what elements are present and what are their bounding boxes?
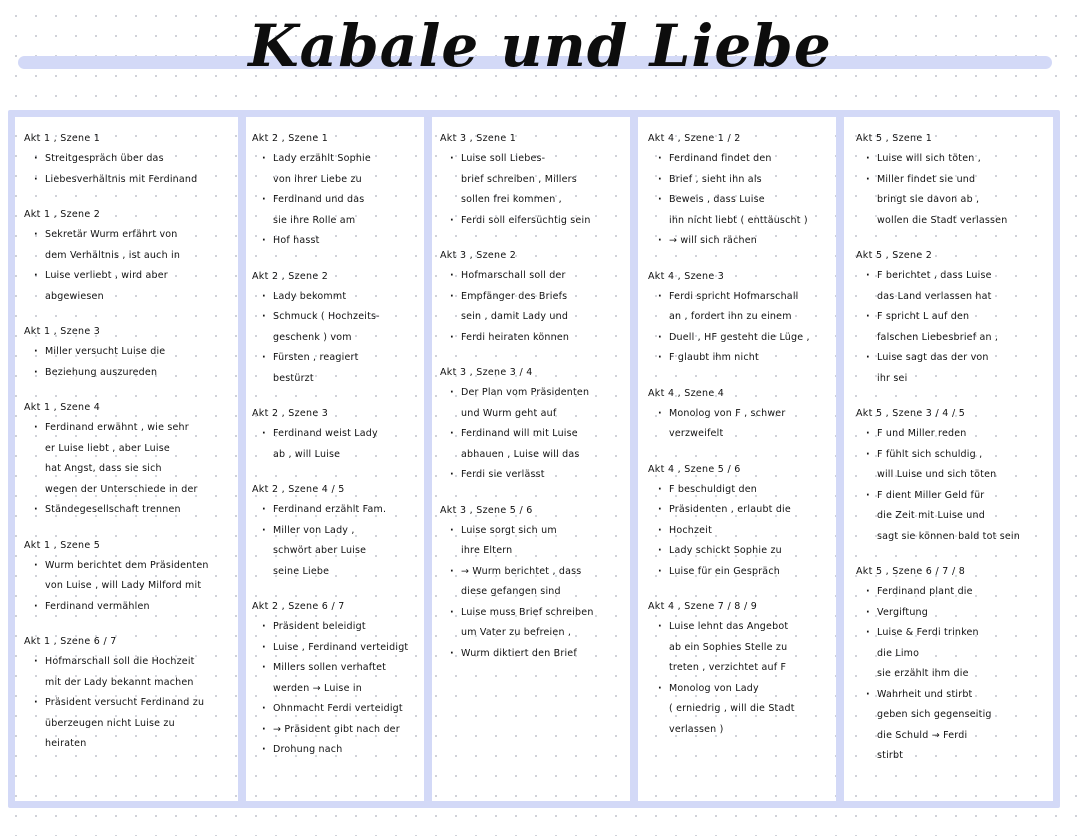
- bullet-point: · Brief , sieht ihn als: [658, 170, 834, 191]
- bullet-continuation: seine Liebe: [273, 565, 330, 577]
- column-divider: [238, 110, 246, 808]
- bullet-continuation: ihre Eltern: [461, 545, 513, 556]
- bullet-continuation: heiraten: [45, 738, 87, 749]
- scene-heading: Akt 2 , Szene 6 / 7: [252, 601, 345, 612]
- scene-heading: Akt 4 , Szene 1 / 2: [648, 133, 741, 144]
- bullet-point: · F und Miller reden: [866, 424, 1052, 445]
- bullet-point: · Luise verliebt , wird aber: [34, 266, 236, 287]
- bullet-continuation: überzeugen nicht Luise zu: [45, 717, 175, 729]
- scene-heading: Akt 1 , Szene 4: [24, 402, 101, 413]
- scene-block: [856, 245, 1052, 389]
- bullet-continuation: sein , damit Lady und: [461, 311, 569, 322]
- bullet-point: · → Präsident gibt nach der: [262, 720, 422, 741]
- bullet-point: · Miller versucht Luise die: [34, 342, 236, 363]
- scene-block: [252, 403, 422, 465]
- scene-heading: Akt 3 , Szene 5 / 6: [440, 504, 533, 516]
- bullet-continuation: bestürzt: [273, 372, 314, 384]
- bullet-continuation: sollen frei kommen ,: [461, 194, 562, 205]
- bullet-point: · Miller von Lady ,: [262, 521, 422, 542]
- bullet-continuation: das Land verlassen hat: [877, 290, 992, 302]
- bullet-point: · Luise lehnt das Angebot: [658, 617, 834, 638]
- scene-heading: Akt 4 , Szene 3: [648, 270, 725, 282]
- scene-block: [440, 245, 628, 348]
- scene-block: [252, 266, 422, 390]
- bullet-point: · Lady schickt Sophie zu: [658, 541, 834, 562]
- bullet-continuation: hat Angst, dass sie sich: [45, 463, 162, 474]
- scene-block: [24, 128, 236, 190]
- bullet-point: · Luise muss Brief schreiben: [450, 603, 628, 624]
- bullet-continuation: geschenk ) vom: [273, 331, 352, 343]
- bullet-continuation: will Luise und sich töten: [877, 469, 997, 480]
- bullet-point: · Luise sagt das der von: [866, 348, 1052, 369]
- bullet-point: · Ferdinand erzählt Fam.: [262, 500, 422, 521]
- bullet-point: · Monolog von F , schwer: [658, 404, 834, 425]
- bullet-point: · Luise will sich töten ,: [866, 149, 1052, 170]
- bullet-point: · Ferdinand findet den: [658, 149, 834, 170]
- bullet-point: · Lady erzählt Sophie: [262, 149, 422, 170]
- scene-heading: Akt 2 , Szene 4 / 5: [252, 484, 345, 495]
- bullet-point: · Vergiftung: [866, 603, 1052, 624]
- scene-heading: Akt 4 , Szene 7 / 8 / 9: [648, 601, 758, 612]
- bullet-point: · Hof hasst: [262, 231, 422, 252]
- bullet-point: · Wurm berichtet dem Präsidenten: [34, 556, 236, 577]
- bullet-point: · Monolog von Lady: [658, 679, 834, 700]
- bullet-continuation: treten , verzichtet auf F: [669, 662, 787, 673]
- scene-heading: Akt 5 , Szene 2: [856, 250, 933, 261]
- bullet-point: · Ferdinand und das: [262, 190, 422, 211]
- bullet-point: · Ferdinand vermählen: [34, 597, 236, 618]
- bullet-point: · Drohung nach: [262, 740, 422, 761]
- bullet-point: · Luise & Ferdi trinken: [866, 623, 1052, 644]
- bullet-point: · Luise soll Liebes-: [450, 149, 628, 170]
- bullet-point: · Liebesverhältnis mit Ferdinand: [34, 170, 236, 191]
- bullet-point: · F dient Miller Geld für: [866, 486, 1052, 507]
- scene-block: [24, 535, 236, 618]
- scene-heading: Akt 5 , Szene 6 / 7 / 8: [856, 566, 966, 577]
- bullet-point: · Luise für ein Gespräch: [658, 562, 834, 583]
- bullet-point: · F spricht L auf den: [866, 307, 1052, 328]
- bullet-point: · Schmuck ( Hochzeits-: [262, 307, 422, 328]
- bullet-point: · Beweis , dass Luise: [658, 190, 834, 211]
- bullet-continuation: abgewiesen: [45, 290, 104, 302]
- bullet-point: · Fürsten , reagiert: [262, 348, 422, 369]
- bullet-continuation: und Wurm geht auf: [461, 407, 557, 419]
- scene-heading: Akt 1 , Szene 1: [24, 133, 101, 144]
- scene-block: [856, 403, 1052, 547]
- bullet-point: · Duell , HF gesteht die Lüge ,: [658, 328, 834, 349]
- bullet-continuation: brief schreiben , Millers: [461, 173, 577, 185]
- scene-block: [24, 631, 236, 755]
- bullet-point: · Empfänger des Briefs: [450, 287, 628, 308]
- act-1-column: [24, 128, 236, 800]
- bullet-point: · Ferdi soll eifersüchtig sein: [450, 211, 628, 232]
- scene-block: [252, 479, 422, 582]
- bullet-continuation: ihn nicht liebt ( enttäuscht ): [669, 214, 808, 226]
- act-4-column: [648, 128, 834, 800]
- bullet-point: · Luise sorgt sich um: [450, 521, 628, 542]
- scene-heading: Akt 1 , Szene 6 / 7: [24, 636, 117, 647]
- bullet-continuation: wegen der Unterschiede in der: [45, 483, 198, 495]
- scene-heading: Akt 3 , Szene 3 / 4: [440, 367, 533, 378]
- bullet-continuation: schwört aber Luise: [273, 545, 367, 556]
- bullet-continuation: sagt sie können bald tot sein: [877, 530, 1020, 542]
- column-divider: [630, 110, 638, 808]
- scene-block: [252, 128, 422, 252]
- bullet-continuation: an , fordert ihn zu einem: [669, 311, 792, 322]
- scene-block: [856, 128, 1052, 231]
- scene-heading: Akt 2 , Szene 2: [252, 270, 329, 282]
- bullet-point: · Ferdi heiraten können: [450, 328, 628, 349]
- bullet-continuation: diese gefangen sind: [461, 586, 561, 597]
- scene-block: [856, 561, 1052, 767]
- bullet-point: · Hochzeit: [658, 521, 834, 542]
- bullet-point: · Luise , Ferdinand verteidigt: [262, 638, 422, 659]
- scene-block: [648, 459, 834, 583]
- bullet-continuation: sie erzählt ihm die: [877, 668, 969, 679]
- bullet-point: · Ständegesellschaft trennen: [34, 500, 236, 521]
- scene-block: [24, 321, 236, 383]
- bullet-point: · Sekretär Wurm erfährt von: [34, 225, 236, 246]
- scene-heading: Akt 2 , Szene 1: [252, 133, 329, 144]
- scene-heading: Akt 4 , Szene 5 / 6: [648, 463, 741, 475]
- bullet-point: · Wurm diktiert den Brief: [450, 644, 628, 665]
- bullet-continuation: wollen die Stadt verlassen: [877, 214, 1008, 226]
- bullet-point: · Ferdi sie verlässt: [450, 465, 628, 486]
- bullet-point: · → will sich rächen: [658, 231, 834, 252]
- scene-heading: Akt 4 , Szene 4: [648, 387, 725, 399]
- bullet-point: · Ferdinand erwähnt , wie sehr: [34, 418, 236, 439]
- scene-block: [648, 266, 834, 369]
- scene-block: [440, 362, 628, 486]
- scene-block: [440, 128, 628, 231]
- bullet-continuation: ( erniedrig , will die Stadt verlassen ): [669, 703, 795, 735]
- scene-block: [24, 397, 236, 521]
- scene-heading: Akt 1 , Szene 3: [24, 326, 101, 337]
- scene-heading: Akt 3 , Szene 1: [440, 133, 517, 144]
- bullet-continuation: dem Verhältnis , ist auch in: [45, 249, 181, 261]
- scene-heading: Akt 5 , Szene 3 / 4 / 5: [856, 408, 966, 419]
- scene-block: [648, 596, 834, 740]
- scene-block: [252, 596, 422, 761]
- scene-heading: Akt 3 , Szene 2: [440, 250, 517, 261]
- bullet-continuation: werden → Luise in: [273, 682, 362, 694]
- scene-heading: Akt 1 , Szene 2: [24, 209, 101, 220]
- bullet-point: · Hofmarschall soll die Hochzeit: [34, 652, 236, 673]
- bullet-continuation: die Zeit mit Luise und: [877, 510, 985, 521]
- scene-block: [648, 383, 834, 445]
- bullet-point: · Streitgespräch über das: [34, 149, 236, 170]
- bullet-point: · Miller findet sie und: [866, 170, 1052, 191]
- bullet-continuation: mit der Lady bekannt machen: [45, 676, 194, 688]
- bullet-point: · F glaubt ihm nicht: [658, 348, 834, 369]
- page-title: Kabale und Liebe: [248, 12, 832, 80]
- bullet-point: · Ferdinand plant die: [866, 582, 1052, 603]
- bullet-continuation: verzweifelt: [669, 428, 724, 439]
- bullet-continuation: um Vater zu befreien ,: [461, 627, 572, 638]
- scene-block: [24, 204, 236, 307]
- scene-block: [648, 128, 834, 252]
- bullet-continuation: von Luise , will Lady Milford mit: [45, 580, 202, 591]
- bullet-continuation: geben sich gegenseitig: [877, 709, 992, 720]
- bullet-point: · F beschuldigt den: [658, 480, 834, 501]
- act-2-column: [252, 128, 422, 800]
- bullet-continuation: bringt sie davon ab ,: [877, 194, 980, 205]
- bullet-point: · Beziehung auszureden: [34, 363, 236, 384]
- bullet-continuation: abhauen , Luise will das: [461, 448, 580, 460]
- column-divider: [424, 110, 432, 808]
- bullet-point: · Ferdinand weist Lady: [262, 424, 422, 445]
- act-3-column: [440, 128, 628, 800]
- bullet-continuation: die Limo: [877, 647, 920, 659]
- bullet-point: · Präsident versucht Ferdinand zu: [34, 693, 236, 714]
- bullet-point: · Der Plan vom Präsidenten: [450, 383, 628, 404]
- bullet-continuation: falschen Liebesbrief an ,: [877, 331, 999, 343]
- bullet-point: · → Wurm berichtet , dass: [450, 562, 628, 583]
- bullet-continuation: sie ihre Rolle am: [273, 214, 356, 226]
- bullet-point: · Präsidenten , erlaubt die: [658, 500, 834, 521]
- bullet-point: · Hofmarschall soll der: [450, 266, 628, 287]
- bullet-point: · Ohnmacht Ferdi verteidigt: [262, 699, 422, 720]
- bullet-point: · Lady bekommt: [262, 287, 422, 308]
- bullet-continuation: ihr sei: [877, 372, 908, 384]
- bullet-point: · Ferdinand will mit Luise: [450, 424, 628, 445]
- bullet-point: · Ferdi spricht Hofmarschall: [658, 287, 834, 308]
- bullet-continuation: von ihrer Liebe zu: [273, 173, 362, 185]
- bullet-continuation: ab , will Luise: [273, 448, 341, 460]
- bullet-point: · Präsident beleidigt: [262, 617, 422, 638]
- bullet-continuation: er Luise liebt , aber Luise: [45, 442, 170, 454]
- scene-heading: Akt 2 , Szene 3: [252, 408, 329, 419]
- act-5-column: [856, 128, 1052, 800]
- column-divider: [836, 110, 844, 808]
- bullet-point: · F fühlt sich schuldig ,: [866, 445, 1052, 466]
- scene-block: [440, 500, 628, 665]
- bullet-continuation: stirbt: [877, 750, 904, 761]
- bullet-continuation: ab ein Sophies Stelle zu: [669, 641, 788, 653]
- bullet-point: · Wahrheit und stirbt: [866, 685, 1052, 706]
- bullet-continuation: die Schuld → Ferdi: [877, 729, 968, 741]
- scene-heading: Akt 5 , Szene 1: [856, 133, 933, 144]
- scene-heading: Akt 1 , Szene 5: [24, 539, 101, 551]
- bullet-point: · Millers sollen verhaftet: [262, 658, 422, 679]
- bullet-point: · F berichtet , dass Luise: [866, 266, 1052, 287]
